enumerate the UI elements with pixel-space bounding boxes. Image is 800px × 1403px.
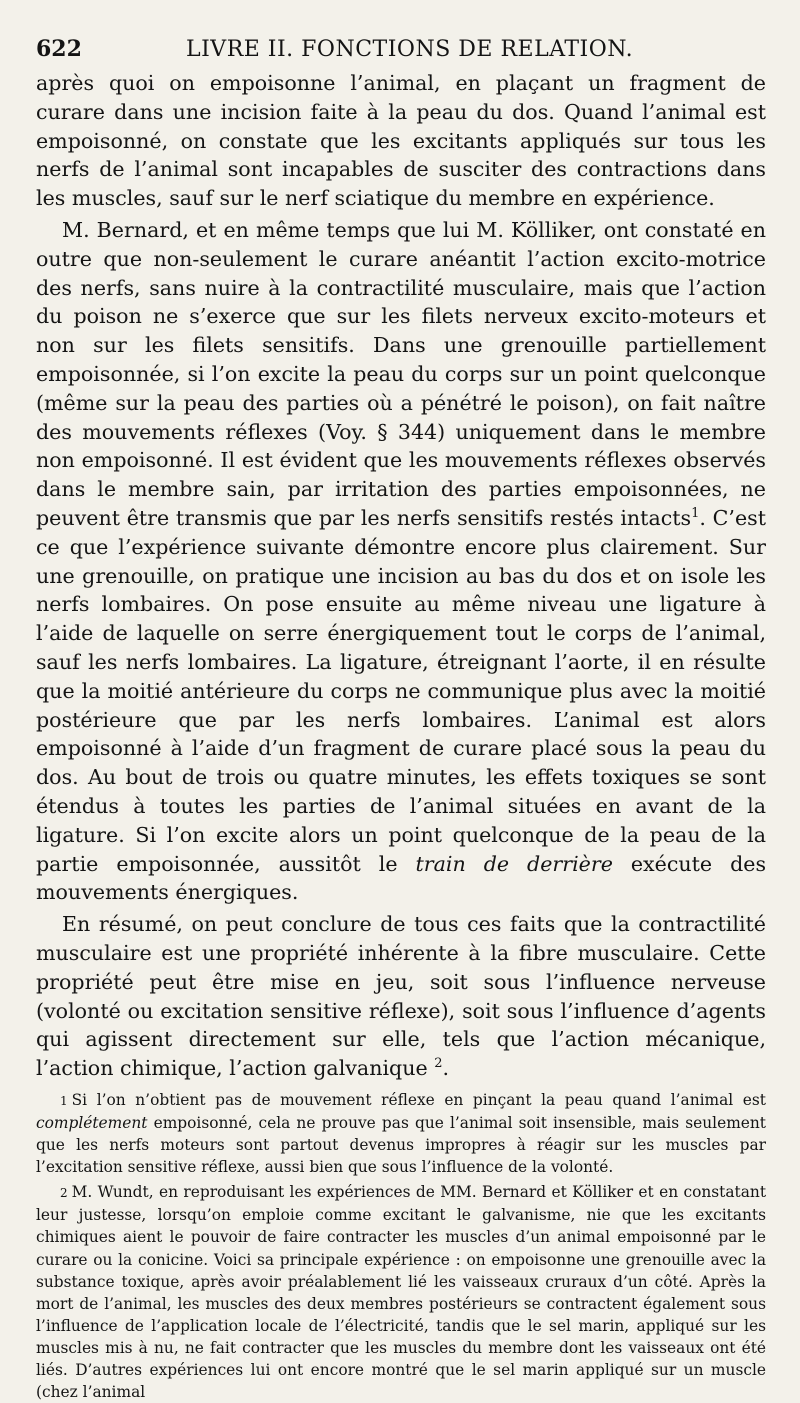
running-title: LIVRE II. FONCTIONS DE RELATION. [186,37,634,62]
footnote-2-text: M. Wundt, en reproduisant les expériences de MM. Bernard et Kölliker et en constatant leur justesse, lorsqu’on emploie comme excitant le galvanisme, nie que les excitants chimiques aient le pouvoir de faire contracter les muscles d’un animal empoisonné par le curare ou la conicine. Voici sa principale expérience : on empoisonne une grenouille avec la substance toxique, après avoir préalablement lié les vaisseaux cruraux d’un côté. Après la mort de l’animal, les muscles des deux membres postérieurs se contractent également sous l’influence de l’application locale de l’électricité, tandis que le sel marin, appliqué sur les muscles mis à nu, ne fait contracter que les muscles du membre dont les vaisseaux ont été liés. D’autres expériences lui ont encore montré que le sel marin appliqué sur un muscle (chez l’animal [36,1183,766,1402]
paragraph-2-part-a: M. Bernard, et en même temps que lui M. Kölliker, ont constaté en outre que non-seulement le curare anéantit l’action excito-motrice des nerfs, sans nuire à la contractilité musculaire, mais que l’action du poison ne s’exerce que sur les filets nerveux excito-moteurs et non sur les filets sensitifs. Dans une grenouille partiellement empoisonnée, si l’on excite la peau du corps sur un point quelconque (même sur la peau des parties où a pénétré le poison), on fait naître des mouvements réflexes (Voy. § 344) uniquement dans le membre non empoisonné. Il est évident que les mouvements réflexes observés dans le membre sain, par irritation des parties empoisonnées, ne peuvent être transmis que par les nerfs sensitifs restés intacts [36,217,766,530]
footnote-1-part-a: Si l’on n’obtient pas de mouvement réflexe en pinçant la peau quand l’animal est [71,1090,766,1109]
paragraph-3-end: . [442,1056,450,1081]
paragraph-1: après quoi on empoisonne l’animal, en plaçant un fragment de curare dans une incision faite à la peau du dos. Quand l’animal est empoisonné, on constate que les excitants appliqués sur tous les nerfs de l’animal sont incapables de susciter des contractions dans les muscles, sauf sur le nerf sciatique du membre en expérience. [36,71,766,211]
footnote-1 [36,1089,766,1178]
paragraph-2-part-c: exécute des mouvements énergiques. [36,851,767,905]
footnote-ref-2: 2 [434,1056,443,1072]
paragraph-3-text: En résumé, on peut conclure de tous ces faits que la contractilité musculaire est une propriété inhérente à la fibre musculaire. Cette propriété peut être mise en jeu, soit sous l’influence nerveuse (volonté ou excitation sensitive réflexe), soit sous l’influence d’agents qui agissent directement sur elle, tels que l’action mécanique, l’action chimique, l’action galvanique [36,912,766,1081]
paragraph-2-part-b: . C’est ce que l’expérience suivante démontre encore plus clairement. Sur une grenouille, on pratique une incision au bas du dos et on isole les nerfs lombaires. On pose ensuite au même niveau une ligature à l’aide de laquelle on serre énergiquement tout le corps de l’animal, sauf les nerfs lombaires. La ligature, étreignant l’aorte, il en résulte que la moitié antérieure du corps ne communique plus avec la moitié postérieure que par les nerfs lombaires. L’animal est alors empoisonné à l’aide d’un fragment de curare placé sous la peau du dos. Au bout de trois ou quatre minutes, les effets toxiques se sont étendus à toutes les parties de l’animal situées en avant de la ligature. Si l’on excite alors un point quelconque de la peau de la partie empoisonnée, aussitôt le [36,505,766,876]
paragraph-3 [36,910,766,1083]
footnote-2-mark: 2 [60,1186,68,1201]
paragraph-2-italic: train de derrière [415,851,613,876]
page-number: 622 [36,36,82,62]
footnote-1-part-b: empoisonné, cela ne prouve pas que l’animal soit insensible, mais seulement que les nerfs moteurs sont partout devenus impropres à réagir sur les muscles par l’excitation sensitive réflexe, aussi bien que sous l’influence de la volonté. [36,1113,766,1177]
footnote-2 [36,1181,766,1403]
body-text [36,69,766,1083]
footnotes [36,1089,766,1403]
footnote-1-mark: 1 [60,1093,68,1108]
paragraph-2 [36,216,766,907]
running-head [36,34,766,65]
footnote-ref-1: 1 [691,506,700,522]
footnote-1-italic: complétement [36,1113,148,1132]
